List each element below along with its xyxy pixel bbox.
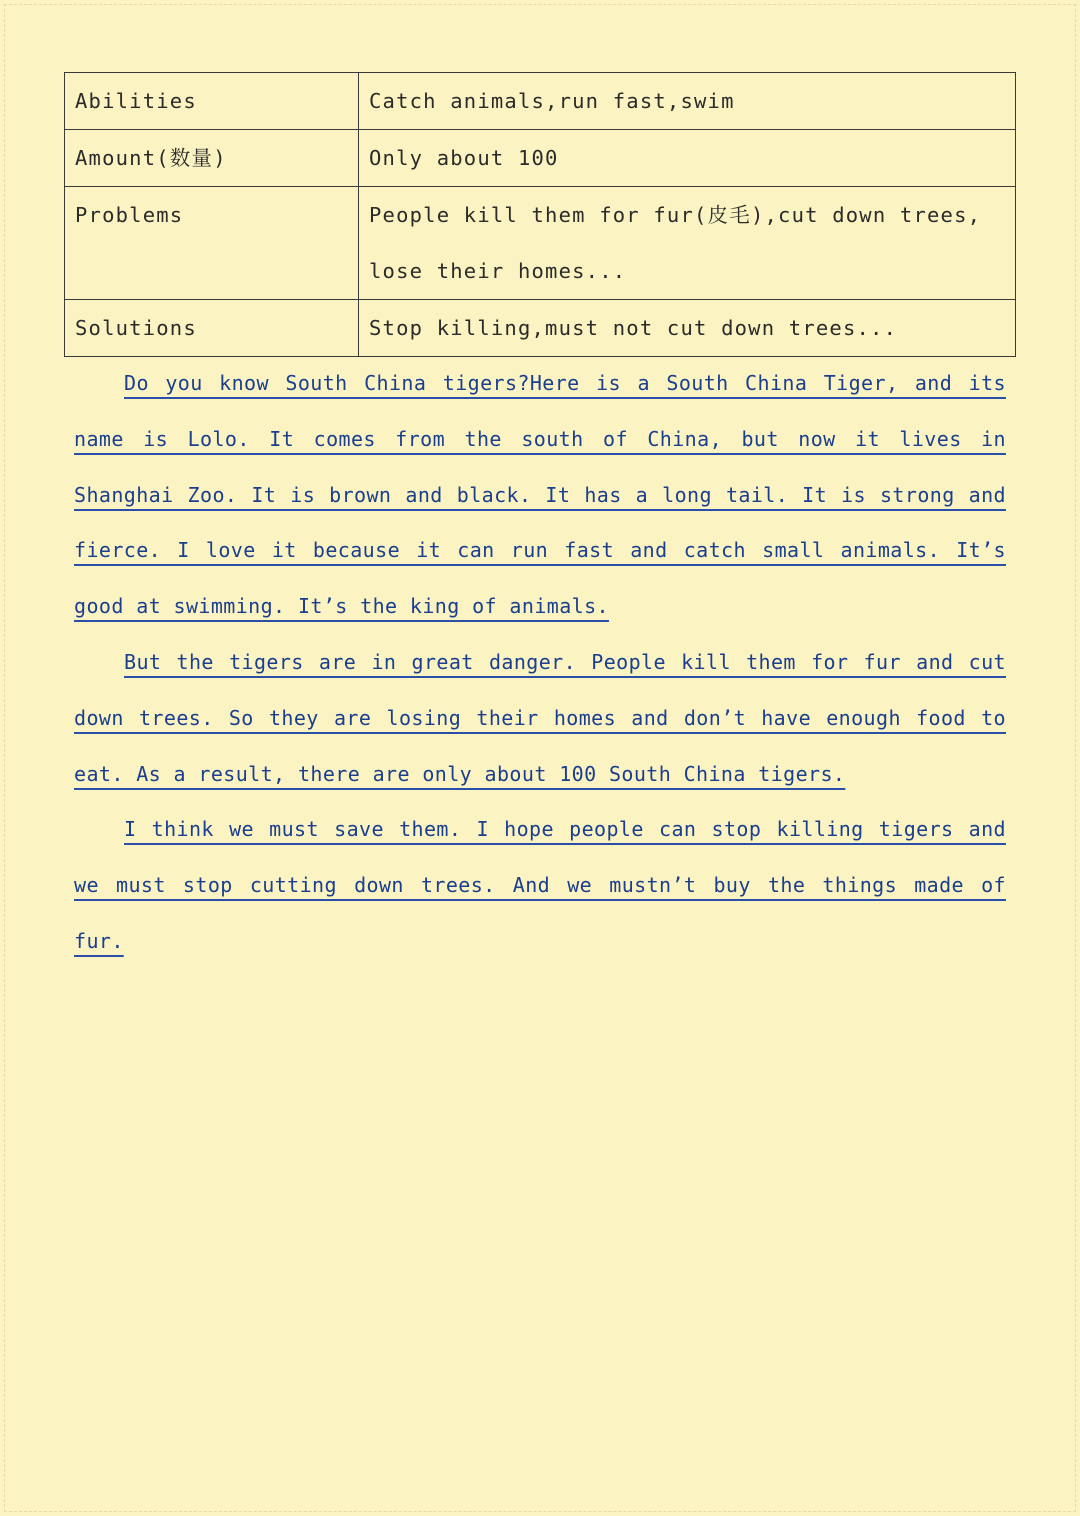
table-cell-value: Only about 100 xyxy=(359,130,1016,187)
table-cell-label: Abilities xyxy=(65,73,359,130)
essay-body xyxy=(74,356,1006,970)
table-cell-label: Solutions xyxy=(65,300,359,357)
table-cell-label: Amount(数量) xyxy=(65,130,359,187)
essay-paragraph xyxy=(74,356,1006,635)
table-row-amount xyxy=(65,130,1016,187)
table-cell-value: People kill them for fur(皮毛),cut down trees, lose their homes... xyxy=(359,187,1016,300)
essay-paragraph-text: I think we must save them. I hope people can stop killing tigers and we must stop cutting down trees. And we mustn’t buy the things made of fur. xyxy=(74,817,1006,953)
table-row-problems xyxy=(65,187,1016,300)
table-cell-value: Stop killing,must not cut down trees... xyxy=(359,300,1016,357)
table-cell-label: Problems xyxy=(65,187,359,300)
table-row-solutions xyxy=(65,300,1016,357)
table-cell-value: Catch animals,run fast,swim xyxy=(359,73,1016,130)
essay-paragraph xyxy=(74,802,1006,969)
info-table xyxy=(64,72,1016,357)
table-row-abilities xyxy=(65,73,1016,130)
essay-paragraph-text: Do you know South China tigers?Here is a South China Tiger, and its name is Lolo. It comes from the south of China, but now it lives in Shanghai Zoo. It is brown and black. It has a long tail. It is strong and fierce. I love it because it can run fast and catch small animals. It’s good at swimming. It’s the king of animals. xyxy=(74,371,1006,619)
essay-paragraph xyxy=(74,635,1006,802)
essay-paragraph-text: But the tigers are in great danger. People kill them for fur and cut down trees. So they are losing their homes and don’t have enough food to eat. As a result, there are only about 100 South China tigers. xyxy=(74,649,1006,786)
